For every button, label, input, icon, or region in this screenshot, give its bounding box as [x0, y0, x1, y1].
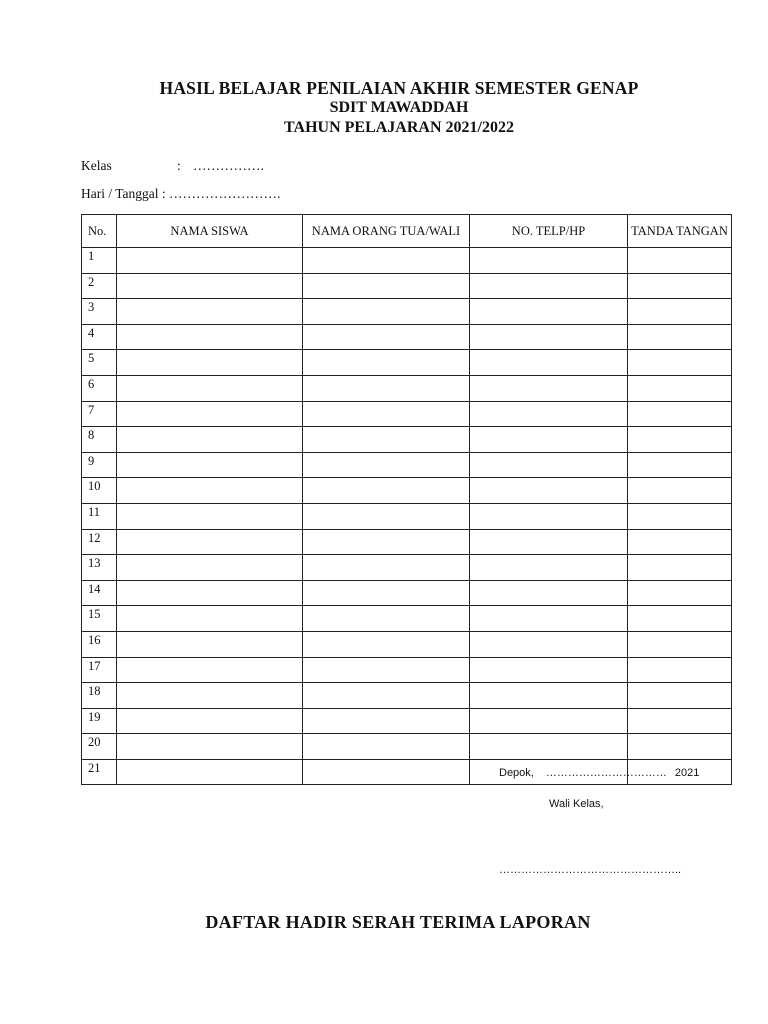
- cell-no-telp: [470, 273, 628, 299]
- cell-nama-siswa: [117, 734, 303, 760]
- row-number: 2: [82, 273, 117, 299]
- row-number: 19: [82, 708, 117, 734]
- table-row: [82, 529, 732, 555]
- cell-tanda-tangan: [628, 350, 732, 376]
- cell-nama-orang-tua: [303, 452, 470, 478]
- cell-no-telp: [470, 401, 628, 427]
- cell-tanda-tangan: [628, 452, 732, 478]
- cell-nama-orang-tua: [303, 683, 470, 709]
- table-row: [82, 657, 732, 683]
- cell-no-telp: [470, 734, 628, 760]
- cell-nama-siswa: [117, 503, 303, 529]
- kelas-colon: :: [177, 158, 181, 173]
- cell-nama-siswa: [117, 606, 303, 632]
- table-row: [82, 555, 732, 581]
- cell-tanda-tangan: [628, 529, 732, 555]
- table-row: [82, 631, 732, 657]
- table-row: [82, 503, 732, 529]
- table-row: [82, 401, 732, 427]
- header-nama-siswa: NAMA SISWA: [117, 215, 303, 248]
- cell-no-telp: [470, 606, 628, 632]
- cell-nama-siswa: [117, 683, 303, 709]
- cell-nama-siswa: [117, 759, 303, 785]
- table-row: [82, 478, 732, 504]
- row-number: 21: [82, 759, 117, 785]
- cell-no-telp: [470, 708, 628, 734]
- cell-tanda-tangan: [628, 401, 732, 427]
- table-row: [82, 580, 732, 606]
- row-number: 12: [82, 529, 117, 555]
- table-row: [82, 452, 732, 478]
- cell-tanda-tangan: [628, 631, 732, 657]
- row-number: 9: [82, 452, 117, 478]
- cell-nama-siswa: [117, 375, 303, 401]
- cell-nama-orang-tua: [303, 350, 470, 376]
- cell-nama-siswa: [117, 324, 303, 350]
- cell-nama-siswa: [117, 452, 303, 478]
- row-number: 3: [82, 299, 117, 325]
- cell-nama-orang-tua: [303, 299, 470, 325]
- kelas-field: [81, 158, 264, 174]
- cell-nama-siswa: [117, 401, 303, 427]
- place-label: Depok,: [499, 767, 534, 779]
- cell-nama-siswa: [117, 580, 303, 606]
- cell-tanda-tangan: [628, 248, 732, 274]
- table-header-row: [82, 215, 732, 248]
- table-row: [82, 734, 732, 760]
- row-number: 8: [82, 427, 117, 453]
- cell-nama-siswa: [117, 657, 303, 683]
- row-number: 4: [82, 324, 117, 350]
- row-number: 13: [82, 555, 117, 581]
- kelas-value: …………….: [193, 158, 264, 173]
- cell-nama-orang-tua: [303, 631, 470, 657]
- cell-nama-orang-tua: [303, 478, 470, 504]
- cell-tanda-tangan: [628, 273, 732, 299]
- cell-nama-orang-tua: [303, 580, 470, 606]
- row-number: 16: [82, 631, 117, 657]
- header-no: No.: [82, 215, 117, 248]
- cell-no-telp: [470, 478, 628, 504]
- kelas-label: Kelas: [81, 158, 112, 173]
- cell-nama-siswa: [117, 248, 303, 274]
- signature-year: 2021: [674, 767, 700, 779]
- cell-nama-orang-tua: [303, 759, 470, 785]
- cell-nama-orang-tua: [303, 503, 470, 529]
- cell-no-telp: [470, 657, 628, 683]
- row-number: 18: [82, 683, 117, 709]
- cell-tanda-tangan: [628, 299, 732, 325]
- cell-no-telp: [470, 427, 628, 453]
- cell-nama-orang-tua: [303, 657, 470, 683]
- school-name: SDIT MAWADDAH: [329, 99, 469, 116]
- table-row: [82, 248, 732, 274]
- cell-tanda-tangan: [628, 324, 732, 350]
- cell-no-telp: [470, 324, 628, 350]
- cell-no-telp: [470, 555, 628, 581]
- cell-tanda-tangan: [628, 375, 732, 401]
- cell-nama-orang-tua: [303, 324, 470, 350]
- cell-nama-siswa: [117, 273, 303, 299]
- cell-no-telp: [470, 580, 628, 606]
- row-number: 14: [82, 580, 117, 606]
- footer-title: DAFTAR HADIR SERAH TERIMA LAPORAN: [205, 912, 591, 932]
- header-no-telp: NO. TELP/HP: [470, 215, 628, 248]
- cell-no-telp: [470, 452, 628, 478]
- cell-tanda-tangan: [628, 683, 732, 709]
- cell-tanda-tangan: [628, 606, 732, 632]
- table-row: [82, 299, 732, 325]
- table-row: [82, 324, 732, 350]
- cell-nama-orang-tua: [303, 273, 470, 299]
- row-number: 5: [82, 350, 117, 376]
- cell-no-telp: [470, 375, 628, 401]
- wali-kelas-label: Wali Kelas,: [549, 798, 604, 810]
- date-blank: ……………………………: [545, 767, 667, 779]
- signature-line: …………………………………………..: [499, 864, 682, 876]
- cell-nama-siswa: [117, 427, 303, 453]
- cell-tanda-tangan: [628, 503, 732, 529]
- cell-no-telp: [470, 248, 628, 274]
- hari-tanggal-value: …………………….: [169, 186, 281, 201]
- row-number: 1: [82, 248, 117, 274]
- cell-tanda-tangan: [628, 427, 732, 453]
- cell-nama-siswa: [117, 350, 303, 376]
- row-number: 10: [82, 478, 117, 504]
- cell-nama-orang-tua: [303, 375, 470, 401]
- row-number: 11: [82, 503, 117, 529]
- cell-tanda-tangan: [628, 555, 732, 581]
- header-tanda-tangan: TANDA TANGAN: [628, 215, 732, 248]
- cell-no-telp: [470, 683, 628, 709]
- cell-tanda-tangan: [628, 478, 732, 504]
- row-number: 7: [82, 401, 117, 427]
- cell-nama-siswa: [117, 478, 303, 504]
- cell-nama-orang-tua: [303, 401, 470, 427]
- cell-nama-orang-tua: [303, 555, 470, 581]
- cell-no-telp: [470, 503, 628, 529]
- header-nama-orang-tua: NAMA ORANG TUA/WALI: [303, 215, 470, 248]
- hari-tanggal-field: [81, 186, 280, 202]
- cell-no-telp: [470, 529, 628, 555]
- row-number: 6: [82, 375, 117, 401]
- row-number: 15: [82, 606, 117, 632]
- table-row: [82, 273, 732, 299]
- cell-nama-siswa: [117, 555, 303, 581]
- cell-tanda-tangan: [628, 580, 732, 606]
- cell-nama-siswa: [117, 529, 303, 555]
- cell-nama-orang-tua: [303, 427, 470, 453]
- attendance-table: [81, 214, 732, 785]
- table-row: [82, 375, 732, 401]
- cell-no-telp: [470, 299, 628, 325]
- cell-nama-siswa: [117, 299, 303, 325]
- table-row: [82, 606, 732, 632]
- academic-year: TAHUN PELAJARAN 2021/2022: [284, 119, 514, 136]
- cell-tanda-tangan: [628, 657, 732, 683]
- signature-place-date: [499, 767, 699, 779]
- cell-tanda-tangan: [628, 734, 732, 760]
- cell-nama-siswa: [117, 708, 303, 734]
- cell-tanda-tangan: [628, 708, 732, 734]
- cell-nama-orang-tua: [303, 606, 470, 632]
- cell-no-telp: [470, 631, 628, 657]
- cell-nama-orang-tua: [303, 248, 470, 274]
- cell-no-telp: [470, 350, 628, 376]
- table-row: [82, 350, 732, 376]
- cell-nama-siswa: [117, 631, 303, 657]
- row-number: 20: [82, 734, 117, 760]
- cell-nama-orang-tua: [303, 529, 470, 555]
- table-row: [82, 427, 732, 453]
- cell-nama-orang-tua: [303, 734, 470, 760]
- cell-nama-orang-tua: [303, 708, 470, 734]
- row-number: 17: [82, 657, 117, 683]
- table-row: [82, 708, 732, 734]
- document-title: HASIL BELAJAR PENILAIAN AKHIR SEMESTER GENAP: [159, 78, 639, 98]
- hari-tanggal-label: Hari / Tanggal :: [81, 186, 166, 201]
- table-row: [82, 683, 732, 709]
